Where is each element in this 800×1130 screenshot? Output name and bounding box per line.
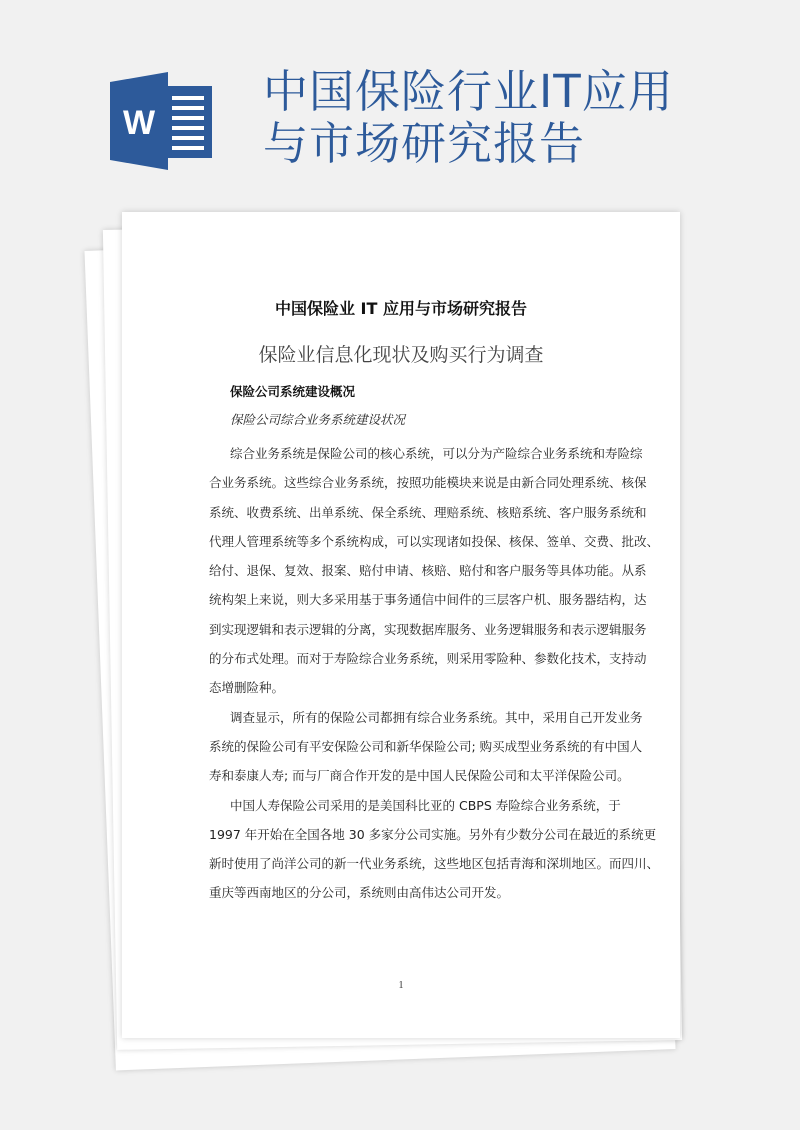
paragraph-line: 合业务系统。这些综合业务系统，按照功能模块来说是由新合同处理系统、核保 bbox=[209, 475, 647, 491]
paragraph-line: 系统的保险公司有平安保险公司和新华保险公司; 购买成型业务系统的有中国人 bbox=[209, 738, 643, 754]
paragraph-line: 统构架上来说，则大多采用基于事务通信中间件的三层客户机、服务器结构，达 bbox=[209, 592, 647, 608]
paragraph-line: 1997 年开始在全国各地 30 多家分公司实施。另外有少数分公司在最近的系统更 bbox=[209, 826, 657, 842]
word-document-icon bbox=[110, 72, 212, 170]
page-number: 1 bbox=[398, 980, 404, 991]
paragraph-line: 的分布式处理。而对于寿险综合业务系统，则采用零险种、参数化技术，支持动 bbox=[209, 651, 647, 667]
word-icon-letter: W bbox=[122, 104, 156, 142]
paragraph-line: 调查显示，所有的保险公司都拥有综合业务系统。其中，采用自己开发业务 bbox=[230, 709, 643, 725]
section-heading: 保险公司系统建设概况 bbox=[230, 384, 356, 399]
paragraph-line: 新时使用了尚洋公司的新一代业务系统，这些地区包括青海和深圳地区。而四川、 bbox=[209, 856, 660, 872]
paragraph-line: 到实现逻辑和表示逻辑的分离，实现数据库服务、业务逻辑服务和表示逻辑服务 bbox=[209, 621, 647, 637]
paragraph-line: 重庆等西南地区的分公司，系统则由高伟达公司开发。 bbox=[209, 885, 510, 901]
paragraph-line: 中国人寿保险公司采用的是美国科比亚的 CBPS 寿险综合业务系统，于 bbox=[230, 797, 621, 813]
banner-title-line: 与市场研究报告 bbox=[263, 117, 586, 170]
document-page bbox=[122, 212, 680, 1038]
document-body bbox=[209, 444, 660, 913]
paragraph-line: 给付、退保、复效、报案、赔付申请、核赔、赔付和客户服务等具体功能。从系 bbox=[209, 563, 647, 579]
paragraph-line: 综合业务系统是保险公司的核心系统，可以分为产险综合业务系统和寿险综 bbox=[230, 446, 643, 461]
paragraph-line: 态增删险种。 bbox=[209, 680, 285, 696]
paragraph-line: 代理人管理系统等多个系统构成，可以实现诸如投保、核保、签单、交费、批改、 bbox=[209, 533, 660, 549]
banner-title bbox=[263, 66, 674, 170]
paragraph-line: 寿和泰康人寿; 而与厂商合作开发的是中国人民保险公司和太平洋保险公司。 bbox=[209, 768, 630, 784]
banner-title-line: 中国保险行业IT应用 bbox=[263, 65, 674, 118]
subsection-heading: 保险公司综合业务系统建设状况 bbox=[230, 412, 406, 427]
document-subtitle: 保险业信息化现状及购买行为调查 bbox=[258, 344, 544, 366]
paragraph-line: 系统、收费系统、出单系统、保全系统、理赔系统、核赔系统、客户服务系统和 bbox=[209, 504, 647, 520]
document-title: 中国保险业 IT 应用与市场研究报告 bbox=[274, 299, 527, 318]
